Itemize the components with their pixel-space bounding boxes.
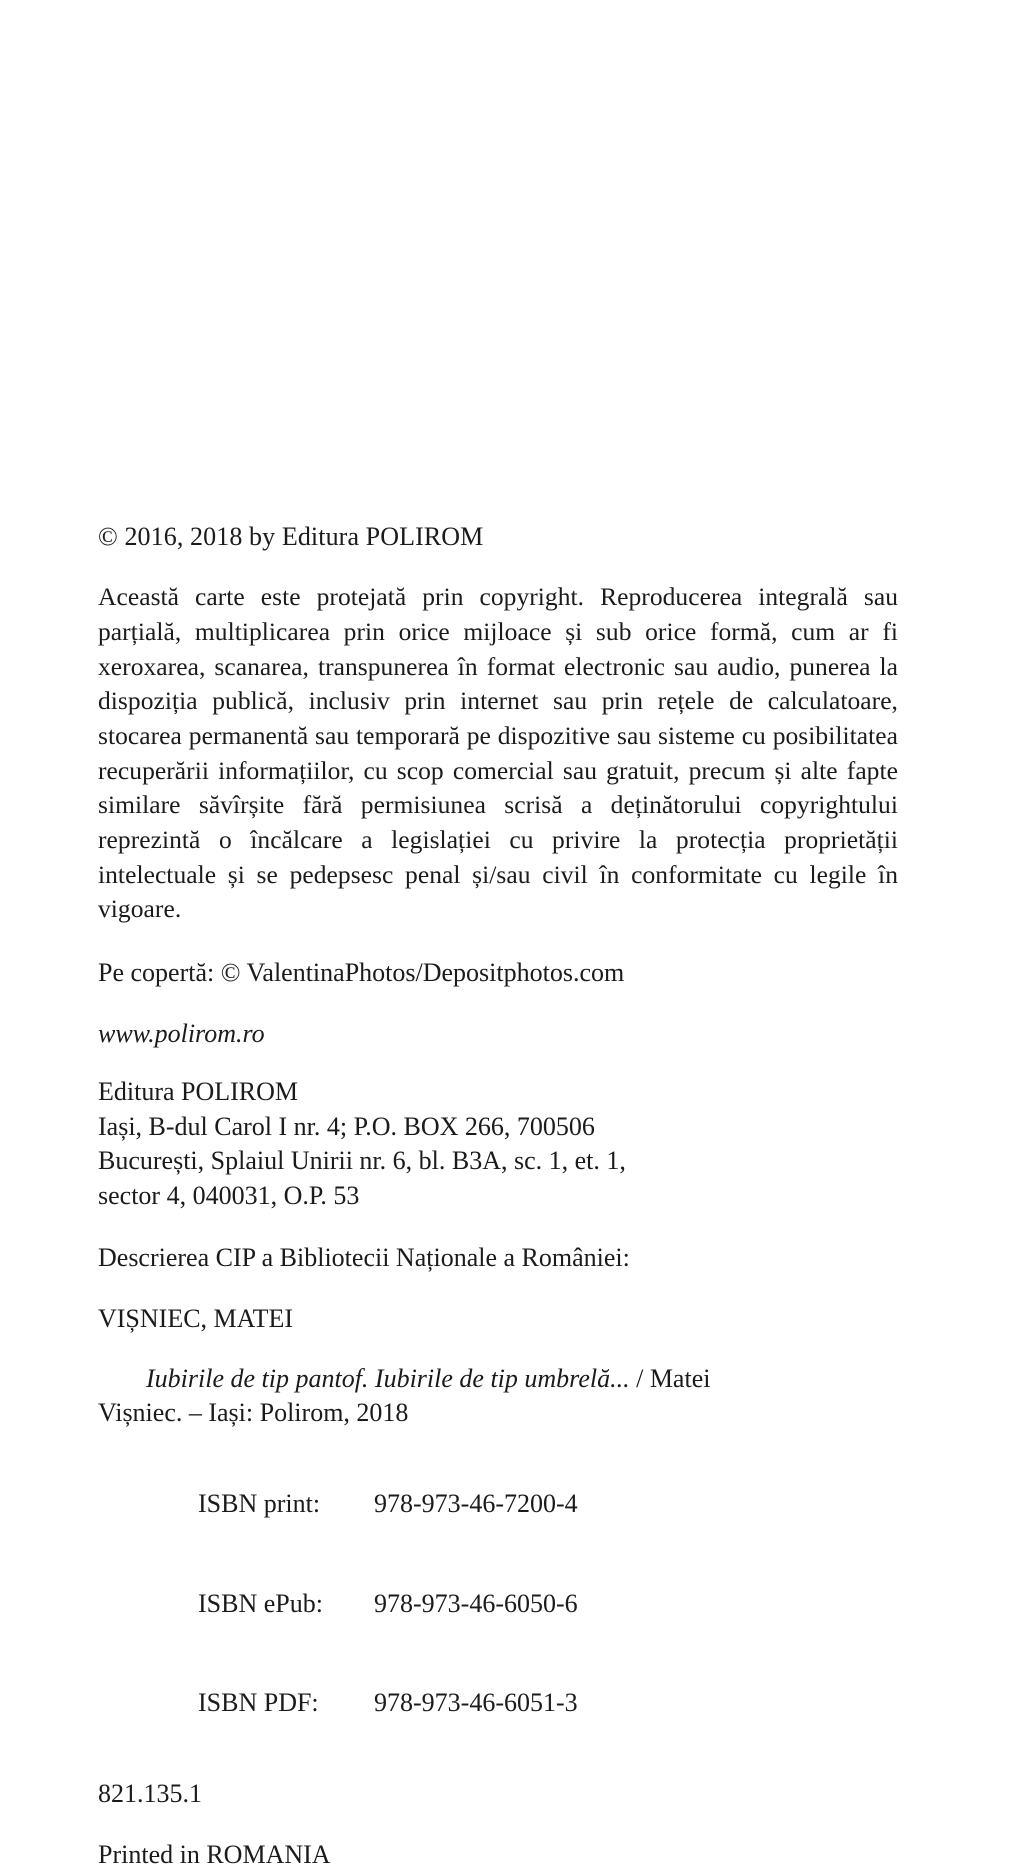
copyright-line: © 2016, 2018 by Editura POLIROM	[98, 522, 484, 551]
legal-notice: Această carte este protejată prin copyright. Reproducerea integrală sau parțială, multiplicarea prin orice mijloace și sub orice formă, cum ar fi xeroxarea, scanarea, transpunerea în format electronic sau audio, punerea la dispoziția publică, inclusiv prin internet sau prin rețele de calculatoare, stocarea permanentă sau temporară pe dispozitive sau sisteme cu posibilitatea recuperării informațiilor, cu scop comercial sau gratuit, precum și alte fapte similare săvîrșite fără permisiunea scrisă a deținătorului copyrightului reprezintă o încălcare a legislației cu privire la protecția proprietății intelectuale și se pedepsesc penal și/sau civil în conformitate cu legile în vigoare.	[98, 582, 898, 924]
classification-code: 821.135.1	[98, 1778, 202, 1808]
publisher-address-bucuresti: București, Splaiul Unirii nr. 6, bl. B3A, sc. 1, et. 1,	[98, 1146, 626, 1176]
isbn-print-label: ISBN print:	[198, 1489, 321, 1519]
title-author-suffix: / Matei	[629, 1363, 711, 1393]
cip-header: Descrierea CIP a Bibliotecii Naționale a României:	[98, 1242, 630, 1272]
isbn-epub-label: ISBN ePub:	[198, 1588, 323, 1618]
page-content	[98, 520, 898, 1872]
book-title: Iubirile de tip pantof. Iubirile de tip umbrelă...	[146, 1363, 630, 1393]
publisher-website: www.polirom.ro	[98, 1019, 265, 1049]
list-item	[146, 1457, 898, 1551]
author-name: VIȘNIEC, MATEI	[98, 1303, 293, 1333]
publisher-address-iasi: Iași, B-dul Carol I nr. 4; P.O. BOX 266, 700506	[98, 1111, 595, 1141]
publisher-address-sector: sector 4, 040031, O.P. 53	[98, 1180, 360, 1210]
publisher-name: Editura POLIROM	[98, 1077, 299, 1107]
cover-credit: Pe copertă: © ValentinaPhotos/Depositphotos.com	[98, 958, 625, 988]
isbn-print-value: 978-973-46-7200-4	[374, 1489, 578, 1519]
isbn-pdf-label: ISBN PDF:	[198, 1688, 319, 1718]
publisher-block	[98, 1075, 898, 1213]
isbn-epub-value: 978-973-46-6050-6	[374, 1588, 578, 1618]
title-line-two: Vișniec. – Iași: Polirom, 2018	[98, 1398, 409, 1428]
list-item	[146, 1656, 898, 1750]
list-item	[146, 1556, 898, 1650]
isbn-pdf-value: 978-973-46-6051-3	[374, 1688, 578, 1718]
printed-in: Printed in ROMANIA	[98, 1839, 331, 1869]
title-entry	[98, 1362, 898, 1431]
isbn-list	[98, 1457, 898, 1750]
